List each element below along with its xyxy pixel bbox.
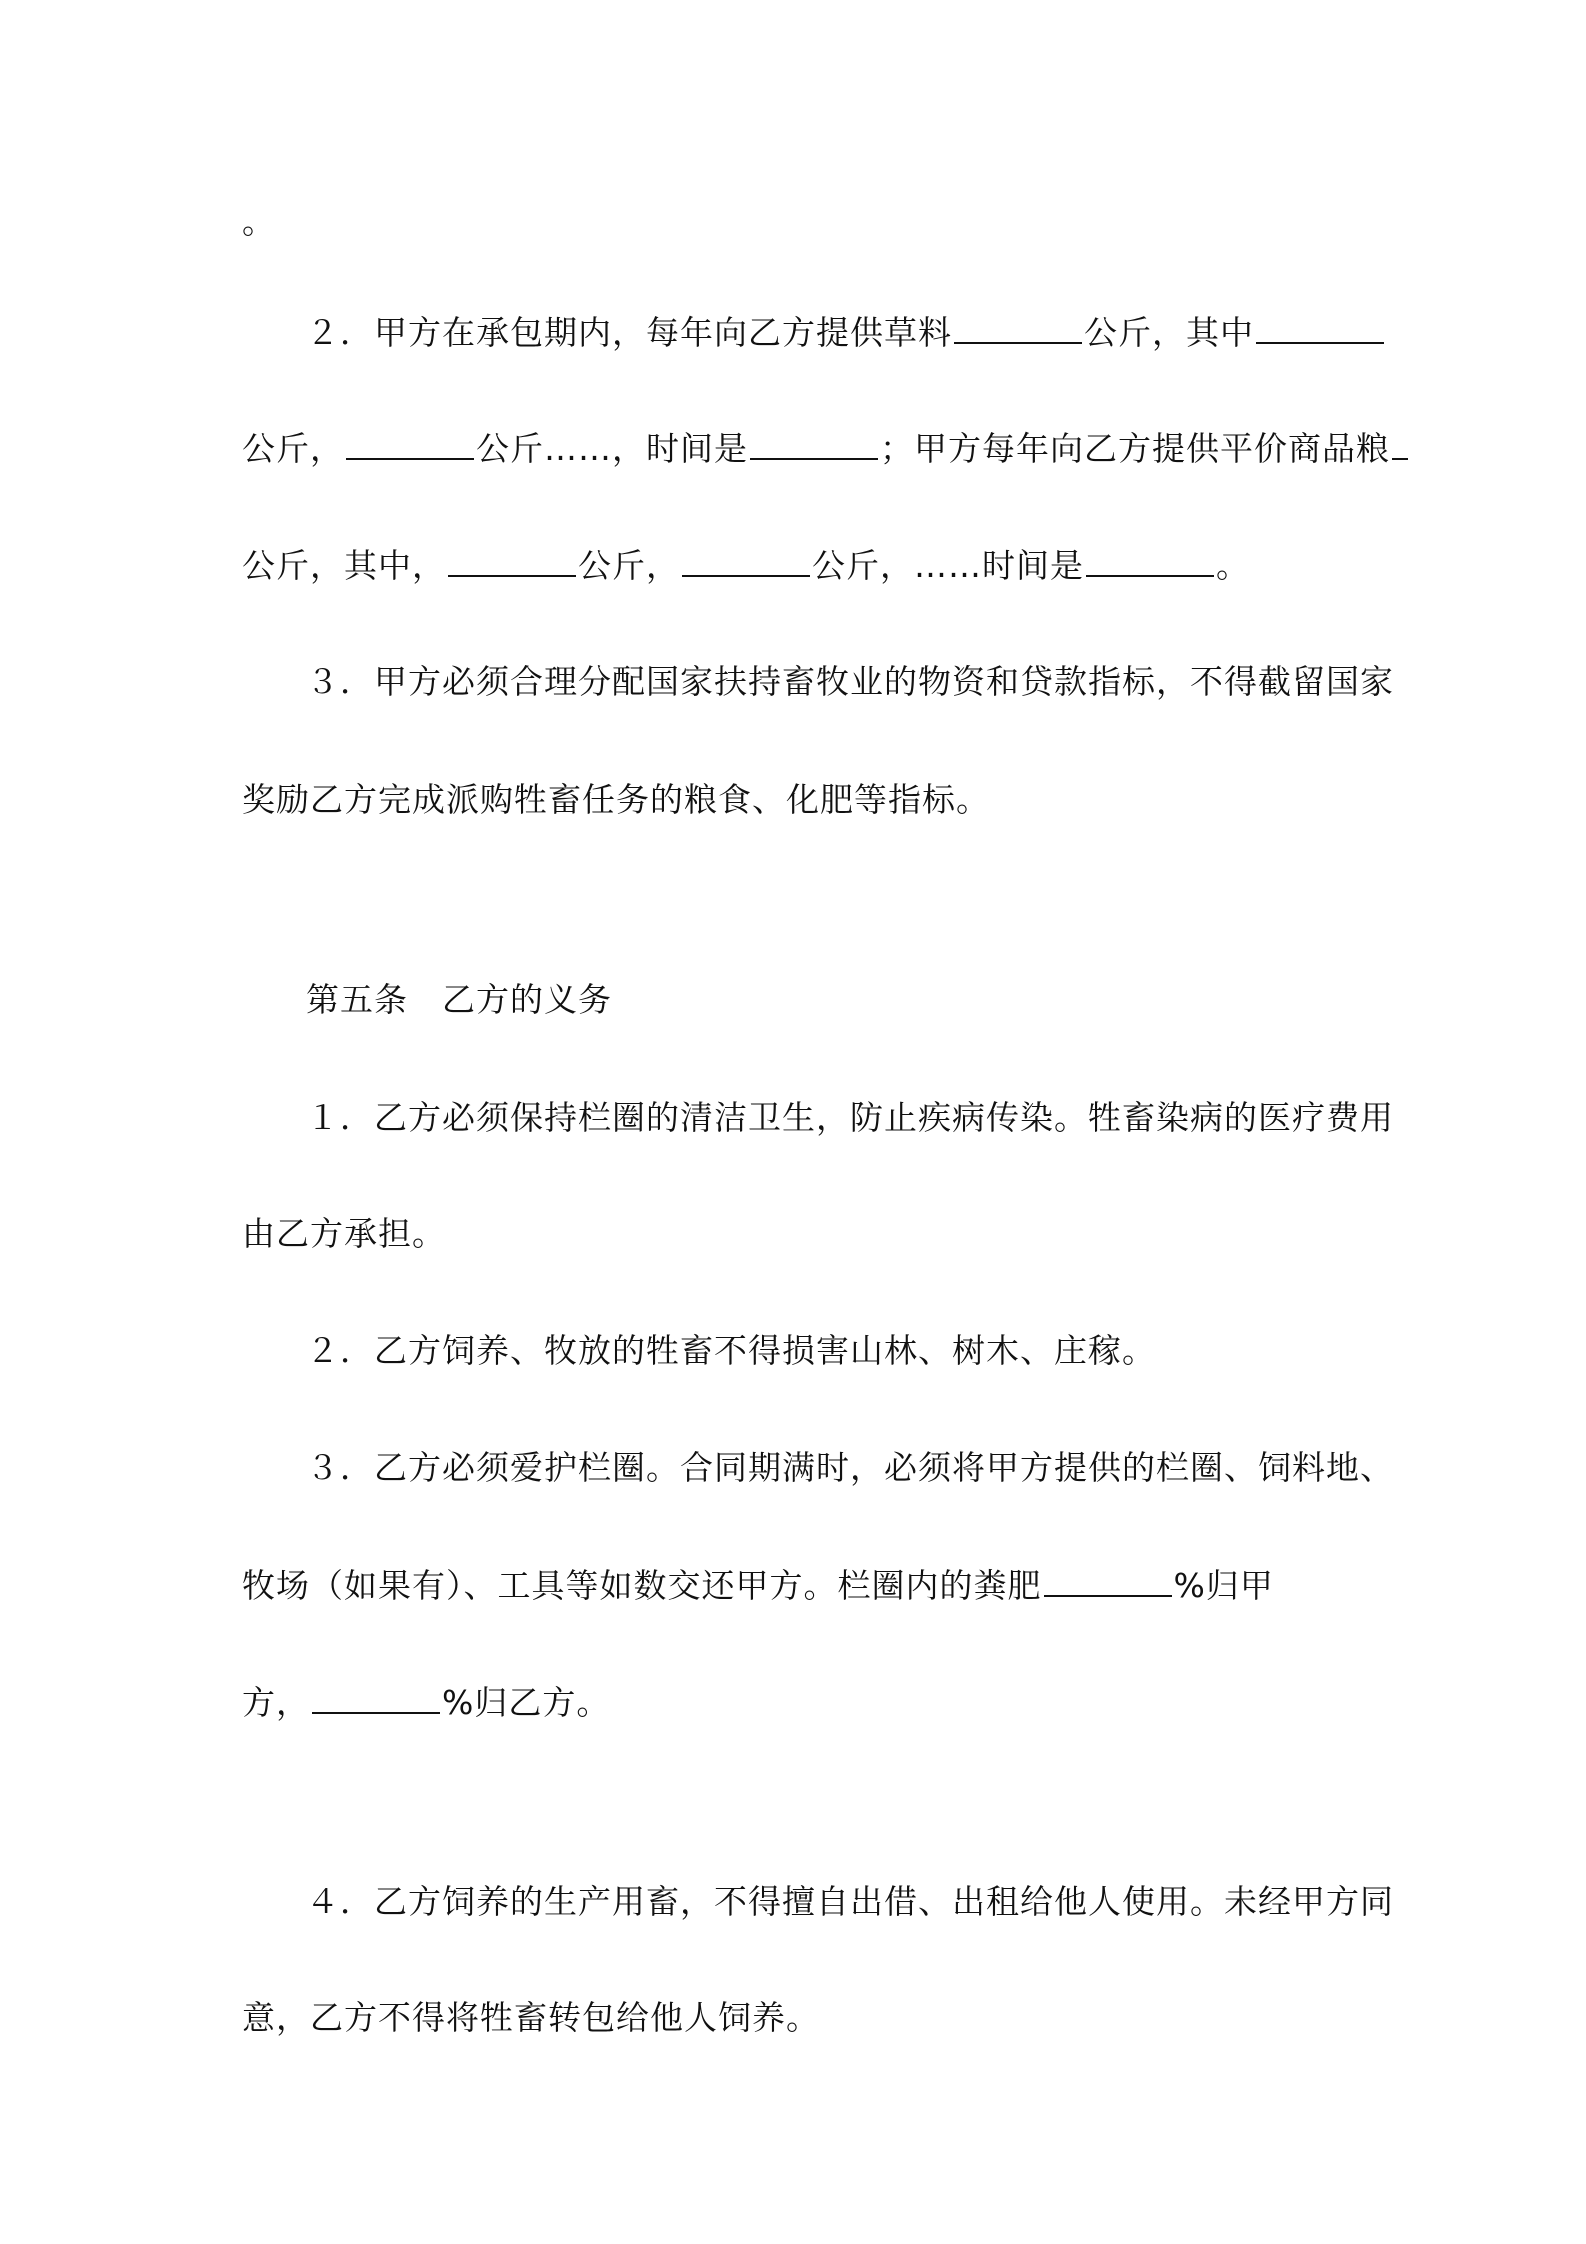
blank-field bbox=[1256, 312, 1384, 344]
text: ３．乙方必须爱护栏圈。合同期满时，必须将甲方提供的栏圈、饲料地、 bbox=[306, 1448, 1394, 1487]
text-line bbox=[242, 202, 276, 242]
text-line bbox=[306, 1448, 1394, 1488]
blank-field bbox=[312, 1682, 440, 1714]
text-line bbox=[306, 312, 1386, 353]
text: 由乙方承担。 bbox=[242, 1214, 446, 1253]
text-line bbox=[242, 1682, 610, 1723]
text: 奖励乙方完成派购牲畜任务的粮食、化肥等指标。 bbox=[242, 780, 990, 819]
text-line bbox=[242, 428, 1410, 469]
text: 牧场（如果有）、工具等如数交还甲方。栏圈内的粪肥 bbox=[242, 1566, 1042, 1605]
text: 公斤……，时间是 bbox=[476, 429, 748, 468]
text: 公斤，其中， bbox=[242, 546, 446, 585]
text-line bbox=[306, 662, 1394, 702]
text-line bbox=[306, 1882, 1394, 1922]
text: 。 bbox=[242, 202, 276, 241]
text: 第五条 乙方的义务 bbox=[306, 980, 612, 1019]
blank-field bbox=[448, 545, 576, 577]
text: ３．甲方必须合理分配国家扶持畜牧业的物资和贷款指标，不得截留国家 bbox=[306, 662, 1394, 701]
text: 意，乙方不得将牲畜转包给他人饲养。 bbox=[242, 1998, 820, 2037]
text: １．乙方必须保持栏圈的清洁卫生，防止疾病传染。牲畜染病的医疗费用 bbox=[306, 1098, 1394, 1137]
text: 方， bbox=[242, 1683, 310, 1722]
blank-field bbox=[1044, 1565, 1172, 1597]
text: %归甲 bbox=[1173, 1566, 1274, 1605]
text-line bbox=[242, 780, 990, 820]
text-line bbox=[242, 1998, 820, 2038]
text: ２．甲方在承包期内，每年向乙方提供草料 bbox=[306, 313, 952, 352]
text-line bbox=[242, 1565, 1274, 1606]
text: 公斤，……时间是 bbox=[812, 546, 1084, 585]
text: ；甲方每年向乙方提供平价商品粮 bbox=[880, 429, 1390, 468]
blank-field bbox=[346, 428, 474, 460]
blank-field bbox=[682, 545, 810, 577]
blank-field bbox=[1392, 428, 1408, 460]
text: %归乙方。 bbox=[442, 1683, 611, 1722]
blank-field bbox=[750, 428, 878, 460]
blank-field bbox=[1086, 545, 1214, 577]
text: 公斤，其中 bbox=[1084, 313, 1254, 352]
text: 。 bbox=[1216, 546, 1250, 585]
text-line bbox=[306, 1098, 1394, 1138]
blank-field bbox=[954, 312, 1082, 344]
text: 公斤， bbox=[242, 429, 344, 468]
text-line bbox=[242, 1214, 446, 1254]
text: 公斤， bbox=[578, 546, 680, 585]
section-heading bbox=[306, 980, 612, 1020]
text-line bbox=[242, 545, 1250, 586]
text: ４．乙方饲养的生产用畜，不得擅自出借、出租给他人使用。未经甲方同 bbox=[306, 1882, 1394, 1921]
text: ２．乙方饲养、牧放的牲畜不得损害山林、树木、庄稼。 bbox=[306, 1331, 1156, 1370]
text-line bbox=[306, 1331, 1156, 1371]
